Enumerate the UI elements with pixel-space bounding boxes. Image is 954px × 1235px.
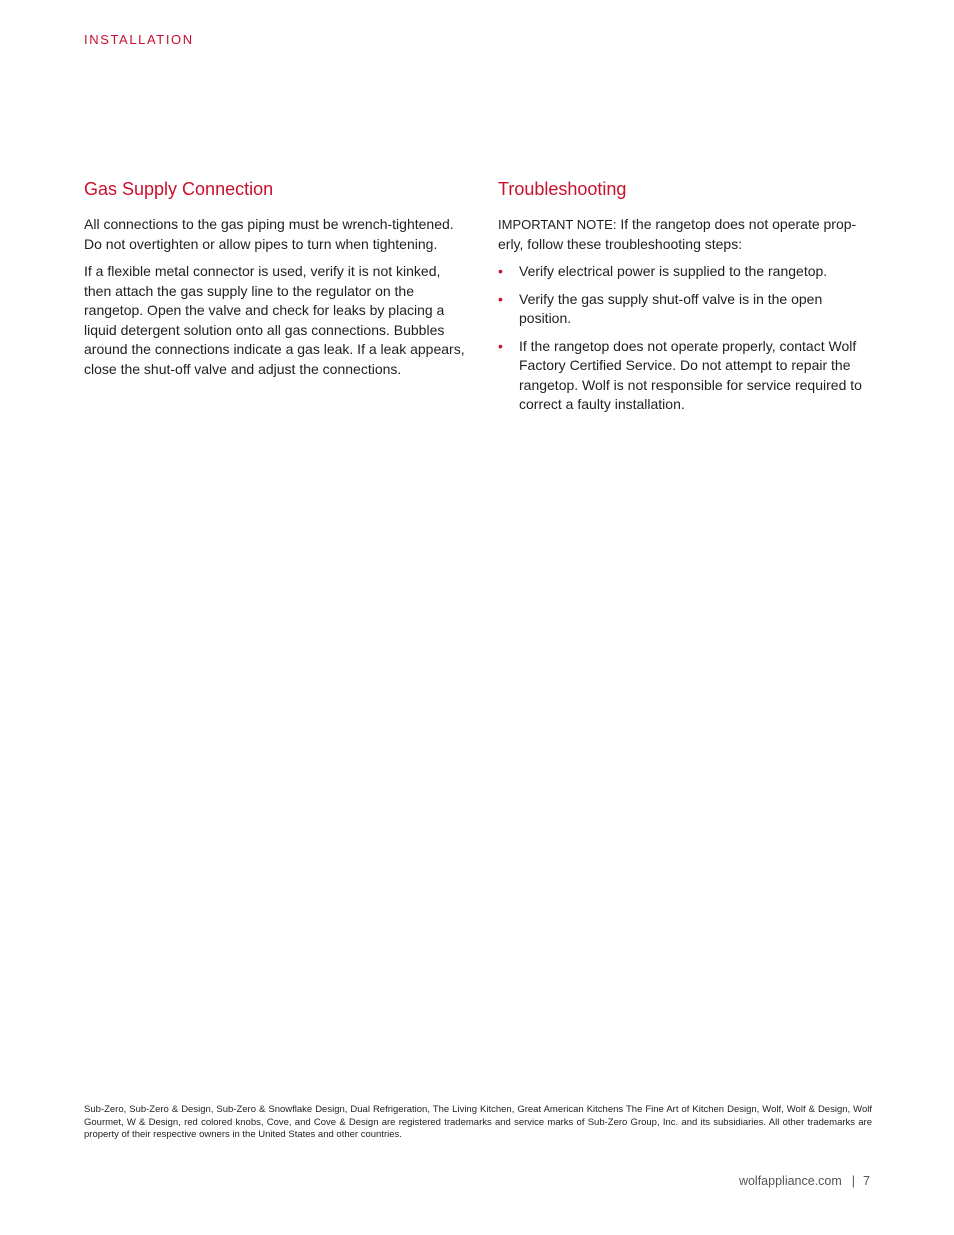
section-label: INSTALLATION	[84, 32, 194, 47]
list-item-text: Verify the gas supply shut-off valve is in the open position.	[519, 290, 823, 326]
gas-supply-paragraph: All connections to the gas piping must be wrench-tightened. Do not overtighten or allow pipes to turn when tightening.	[84, 216, 454, 252]
list-item	[498, 337, 870, 415]
page-number: 7	[863, 1174, 870, 1188]
legal-trademark-notice: Sub-Zero, Sub-Zero & Design, Sub-Zero & Snowflake Design, Dual Refrigeration, The Living Kitchen, Great American Kitchens The Fine Art of Kitchen Design, Wolf, Wolf & Design, Wolf Gourmet, W & Design, red colored knobs, Cove, and Cove & Design are registered trademarks and service marks of Sub-Zero Group, Inc. and its subsidiaries. All other trademarks are property of their respective owners in the United States and other countries.	[84, 1104, 872, 1140]
important-note-label: IMPORTANT NOTE:	[498, 217, 617, 232]
bullet-icon: •	[498, 290, 503, 307]
gas-supply-title: Gas Supply Connection	[84, 179, 274, 199]
list-item	[498, 262, 870, 282]
troubleshooting-list	[498, 262, 870, 415]
bullet-icon: •	[498, 337, 503, 354]
bullet-icon: •	[498, 263, 503, 279]
list-item-text: If the rangetop does not operate properly, contact Wolf Factory Certified Service. Do not attempt to repair the rangetop. Wolf is not responsible for service required to correct a faulty installation.	[519, 337, 862, 412]
important-note-text: If the rangetop does not operate prop-erly, follow these troubleshooting steps:	[498, 216, 857, 252]
list-item	[498, 290, 870, 329]
website-link[interactable]: wolfappliance.com	[738, 1174, 842, 1188]
footer-separator: |	[851, 1174, 856, 1188]
troubleshooting-section	[498, 178, 870, 423]
gas-supply-section	[84, 178, 466, 387]
gas-supply-paragraph: If a flexible metal connector is used, verify it is not kinked, then attach the gas supply line to the regulator on the rangetop. Open the valve and check for leaks by placing a liquid detergent solution onto all gas connections. Bubbles around the connections indicate a gas leak. If a leak appears, close the shut-off valve and adjust the connections.	[84, 263, 465, 377]
important-note	[498, 215, 870, 254]
list-item-text: Verify electrical power is supplied to the rangetop.	[519, 263, 828, 279]
troubleshooting-title: Troubleshooting	[498, 179, 627, 199]
page-footer	[739, 1174, 870, 1188]
